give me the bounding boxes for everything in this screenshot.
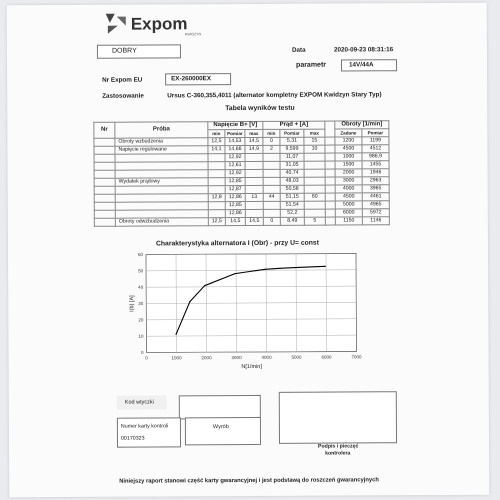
header-current: Prąd + [A] bbox=[263, 121, 325, 129]
table-row bbox=[94, 217, 389, 227]
cell-rset: 6000 bbox=[335, 209, 362, 217]
x-tick-label: 1000 bbox=[171, 355, 182, 361]
x-tick-label: 2000 bbox=[201, 355, 212, 361]
header-nr: Nr bbox=[94, 122, 115, 138]
row-number bbox=[94, 146, 115, 154]
cell-cmeas: 52,2 bbox=[280, 209, 304, 217]
rating-value: DOBRY bbox=[111, 47, 137, 55]
cell-rmeas: 4512 bbox=[362, 145, 389, 153]
spacer-cell bbox=[325, 185, 335, 193]
x-tick-label: 6000 bbox=[321, 354, 332, 360]
cell-rmeas: 1946 bbox=[362, 169, 389, 177]
spacer-cell bbox=[325, 201, 335, 209]
cell-rset: 2000 bbox=[335, 169, 362, 177]
cell-vmin: 12,8 bbox=[208, 194, 225, 202]
row-number bbox=[94, 194, 115, 202]
data-point bbox=[279, 268, 280, 269]
data-point bbox=[325, 266, 326, 267]
cell-rmeas: 986,9 bbox=[362, 153, 389, 161]
rating-box bbox=[97, 44, 181, 58]
signature-label-2: kontrolera bbox=[325, 450, 351, 457]
header-rpm: Obroty [1/min] bbox=[335, 121, 389, 129]
cell-cmin: 0 bbox=[263, 137, 280, 145]
spacer-cell bbox=[325, 193, 335, 201]
cell-cmeas: 11,07 bbox=[280, 153, 304, 161]
results-table bbox=[93, 120, 390, 227]
cell-cmeas: 9,599 bbox=[280, 145, 304, 153]
data-point bbox=[294, 267, 295, 268]
subheader-measure: Pomiar bbox=[225, 130, 245, 138]
cell-cmeas: 31,05 bbox=[280, 161, 304, 169]
cell-vmax: 14,9 bbox=[245, 145, 263, 153]
nr-label: Nr Expom EU bbox=[102, 76, 143, 84]
cell-vmax: 13 bbox=[245, 193, 263, 201]
x-tick-label: 3000 bbox=[231, 355, 242, 361]
cell-rmeas: 2963 bbox=[362, 177, 389, 185]
row-number bbox=[94, 218, 115, 226]
cell-rset: 3000 bbox=[335, 177, 362, 185]
cell-vmin bbox=[208, 170, 225, 178]
cell-cmax: 5 bbox=[304, 217, 325, 225]
cell-rset: 1200 bbox=[335, 137, 362, 145]
product-box bbox=[185, 417, 261, 445]
data-point bbox=[204, 285, 205, 286]
cell-cmax bbox=[304, 185, 325, 193]
cell-vmeas: 14,66 bbox=[225, 146, 245, 154]
y-tick-label: 30 bbox=[138, 301, 144, 307]
subheader-measure: Pomiar bbox=[280, 129, 304, 137]
cell-cmax: 10 bbox=[304, 145, 325, 153]
cell-vmin bbox=[208, 202, 225, 210]
cell-cmeas: 8,49 bbox=[280, 217, 304, 225]
spacer-cell bbox=[325, 153, 335, 161]
cell-rset: 4500 bbox=[335, 145, 362, 153]
row-number bbox=[94, 202, 115, 210]
cell-cmax bbox=[304, 209, 325, 217]
row-number bbox=[94, 178, 115, 186]
cell-test: Wydatek prądowy bbox=[115, 178, 208, 186]
cell-rset: 4500 bbox=[335, 193, 362, 201]
cell-vmeas: 12,87 bbox=[225, 186, 245, 194]
cell-cmax bbox=[304, 169, 325, 177]
cell-cmin: 2 bbox=[263, 145, 280, 153]
cell-cmeas: 50,58 bbox=[280, 185, 304, 193]
row-number bbox=[94, 162, 115, 170]
cell-cmin: 0 bbox=[263, 217, 280, 225]
cell-vmax bbox=[245, 169, 263, 177]
spacer-cell bbox=[325, 169, 335, 177]
cell-cmeas: 48,03 bbox=[280, 177, 304, 185]
cell-cmeas: 51,15 bbox=[280, 193, 304, 201]
expom-logo-icon bbox=[106, 14, 126, 34]
card-number-value: 00170323 bbox=[120, 435, 145, 442]
x-axis-label: N[1/min] bbox=[241, 363, 262, 371]
subheader-max: max bbox=[304, 129, 325, 137]
header-voltage: Napięcie B+ [V] bbox=[208, 121, 263, 129]
cell-vmax bbox=[245, 161, 263, 169]
spacer-cell bbox=[325, 217, 335, 225]
spacer-cell bbox=[325, 177, 335, 185]
card-number-box bbox=[117, 417, 181, 447]
header-test: Próba bbox=[115, 122, 208, 138]
x-tick-label: 4000 bbox=[261, 354, 272, 360]
spacer-cell bbox=[325, 145, 335, 153]
cell-cmin: 44 bbox=[263, 193, 280, 201]
chart-svg bbox=[128, 247, 362, 371]
row-number bbox=[94, 170, 115, 178]
cell-vmin: 12,5 bbox=[208, 138, 225, 146]
cell-rmeas: 4461 bbox=[362, 193, 389, 201]
cell-cmin bbox=[263, 201, 280, 209]
cell-cmax bbox=[304, 177, 325, 185]
cell-vmeas: 12,92 bbox=[225, 154, 245, 162]
y-tick-label: 10 bbox=[138, 333, 144, 339]
cell-rset: 5000 bbox=[335, 201, 362, 209]
y-tick-label: 60 bbox=[137, 252, 144, 258]
data-point bbox=[175, 334, 176, 335]
nr-box bbox=[165, 73, 231, 85]
product-label: Wyrób bbox=[212, 424, 229, 431]
cell-vmeas: 14,53 bbox=[225, 138, 245, 146]
plug-code-field bbox=[179, 395, 261, 419]
cell-cmax bbox=[304, 201, 325, 209]
cell-vmin bbox=[208, 178, 225, 186]
cell-vmin: 14,1 bbox=[208, 146, 225, 154]
cell-rmeas: 1199 bbox=[362, 137, 389, 145]
signature-box bbox=[279, 391, 397, 444]
y-tick-label: 20 bbox=[138, 317, 144, 323]
cell-test: Napięcie regulowane bbox=[115, 146, 208, 154]
cell-rmeas: 5972 bbox=[362, 209, 389, 217]
cell-rmeas: 3965 bbox=[362, 185, 389, 193]
cell-vmax bbox=[245, 201, 263, 209]
y-axis-label: I(b) [A] bbox=[129, 295, 136, 312]
subheader-measure: Pomiar bbox=[362, 129, 389, 137]
application-label: Zastosowanie bbox=[102, 92, 144, 100]
cell-vmeas: 12,92 bbox=[225, 170, 245, 178]
y-tick-label: 0 bbox=[141, 350, 144, 356]
cell-cmax: 60 bbox=[304, 193, 325, 201]
table-title: Tabela wyników testu bbox=[225, 104, 295, 113]
cell-vmeas: 12,85 bbox=[225, 178, 245, 186]
x-tick-label: 0 bbox=[145, 355, 148, 361]
y-tick-label: 40 bbox=[138, 284, 144, 290]
test-report-page bbox=[7, 3, 490, 498]
cell-rmeas: 1455 bbox=[362, 161, 389, 169]
x-tick-label: 7000 bbox=[351, 354, 362, 360]
cell-vmeas: 12,86 bbox=[225, 194, 245, 202]
data-point bbox=[189, 301, 190, 302]
cell-rset: 1500 bbox=[335, 161, 362, 169]
nr-value: EX-260000EX bbox=[171, 75, 212, 83]
cell-rmeas: 1146 bbox=[362, 217, 389, 225]
cell-vmin bbox=[208, 162, 225, 170]
cell-cmin bbox=[263, 169, 280, 177]
cell-vmin: 12,5 bbox=[208, 218, 225, 226]
chart-title: Charakterystyka alternatora I (Obr) - przy U= const bbox=[155, 239, 319, 248]
cell-vmax bbox=[245, 153, 263, 161]
cell-vmeas: 14,5 bbox=[225, 218, 245, 226]
row-number bbox=[94, 138, 115, 146]
spacer-cell bbox=[325, 137, 335, 145]
disclaimer-text: Niniejszy raport stanowi część karty gwarancyjnej i jest podstawą do roszczeń gwarancyjnych bbox=[119, 477, 379, 485]
cell-cmeas: 40,74 bbox=[280, 169, 304, 177]
subheader-set: Zadane bbox=[335, 129, 362, 137]
cell-rset: 1150 bbox=[335, 217, 362, 225]
cell-test: Obroty wzbudzenia bbox=[115, 138, 208, 146]
parameter-label: parametr bbox=[296, 61, 327, 69]
plug-code-label: Kod wtyczki bbox=[124, 399, 154, 406]
alternator-chart bbox=[128, 247, 362, 371]
x-tick-label: 5000 bbox=[291, 354, 302, 360]
application-value: Ursus C-360,355,4011 (alternator kompletny EXPOM Kwidzyn Stary Typ) bbox=[167, 91, 382, 100]
subheader-min: min bbox=[208, 130, 225, 138]
cell-vmax bbox=[245, 209, 263, 217]
brand-name: Expom bbox=[130, 14, 188, 34]
cell-cmin bbox=[263, 209, 280, 217]
parameter-value: 14V/44A bbox=[349, 61, 374, 69]
subheader-max: max bbox=[245, 129, 263, 137]
cell-cmeas: 5,31 bbox=[280, 137, 304, 145]
data-point bbox=[264, 269, 265, 270]
cell-cmax bbox=[304, 153, 325, 161]
row-number bbox=[94, 186, 115, 194]
data-point bbox=[234, 273, 235, 274]
parameter-box bbox=[341, 59, 397, 71]
cell-vmin bbox=[208, 154, 225, 162]
brand-subtitle: KWIDZYN bbox=[184, 32, 202, 37]
cell-rset: 4000 bbox=[335, 185, 362, 193]
plug-code-box bbox=[117, 395, 167, 409]
cell-vmin bbox=[208, 210, 225, 218]
cell-vmin bbox=[208, 186, 225, 194]
spacer-cell bbox=[325, 161, 335, 169]
cell-vmax bbox=[245, 185, 263, 193]
subheader-min: min bbox=[263, 129, 280, 137]
cell-cmax: 15 bbox=[304, 137, 325, 145]
y-tick-label: 50 bbox=[138, 268, 144, 274]
cell-rmeas: 4965 bbox=[362, 201, 389, 209]
card-number-label: Numer karty kontroli bbox=[120, 423, 169, 430]
cell-cmin bbox=[263, 185, 280, 193]
cell-vmax: 14,5 bbox=[245, 137, 263, 145]
cell-cmin bbox=[263, 153, 280, 161]
cell-test: Obroty odwzbudzenia bbox=[115, 218, 208, 226]
cell-cmin bbox=[263, 161, 280, 169]
cell-rset: 1000 bbox=[335, 153, 362, 161]
cell-vmeas: 12,61 bbox=[225, 162, 245, 170]
cell-vmax bbox=[245, 177, 263, 185]
cell-cmeas: 51,54 bbox=[280, 201, 304, 209]
row-number bbox=[94, 210, 115, 218]
cell-vmax: 14,5 bbox=[245, 217, 263, 225]
row-number bbox=[94, 154, 115, 162]
cell-vmeas: 12,86 bbox=[225, 210, 245, 218]
cell-cmin bbox=[263, 177, 280, 185]
date-value: 2020-09-23 08:31:16 bbox=[333, 46, 394, 54]
date-label: Data bbox=[291, 46, 306, 54]
signature-label: Podpis i pieczęć bbox=[318, 443, 359, 450]
cell-cmax bbox=[304, 161, 325, 169]
cell-vmeas: 12,85 bbox=[225, 202, 245, 210]
spacer-cell bbox=[325, 209, 335, 217]
results-table-body bbox=[94, 137, 389, 227]
